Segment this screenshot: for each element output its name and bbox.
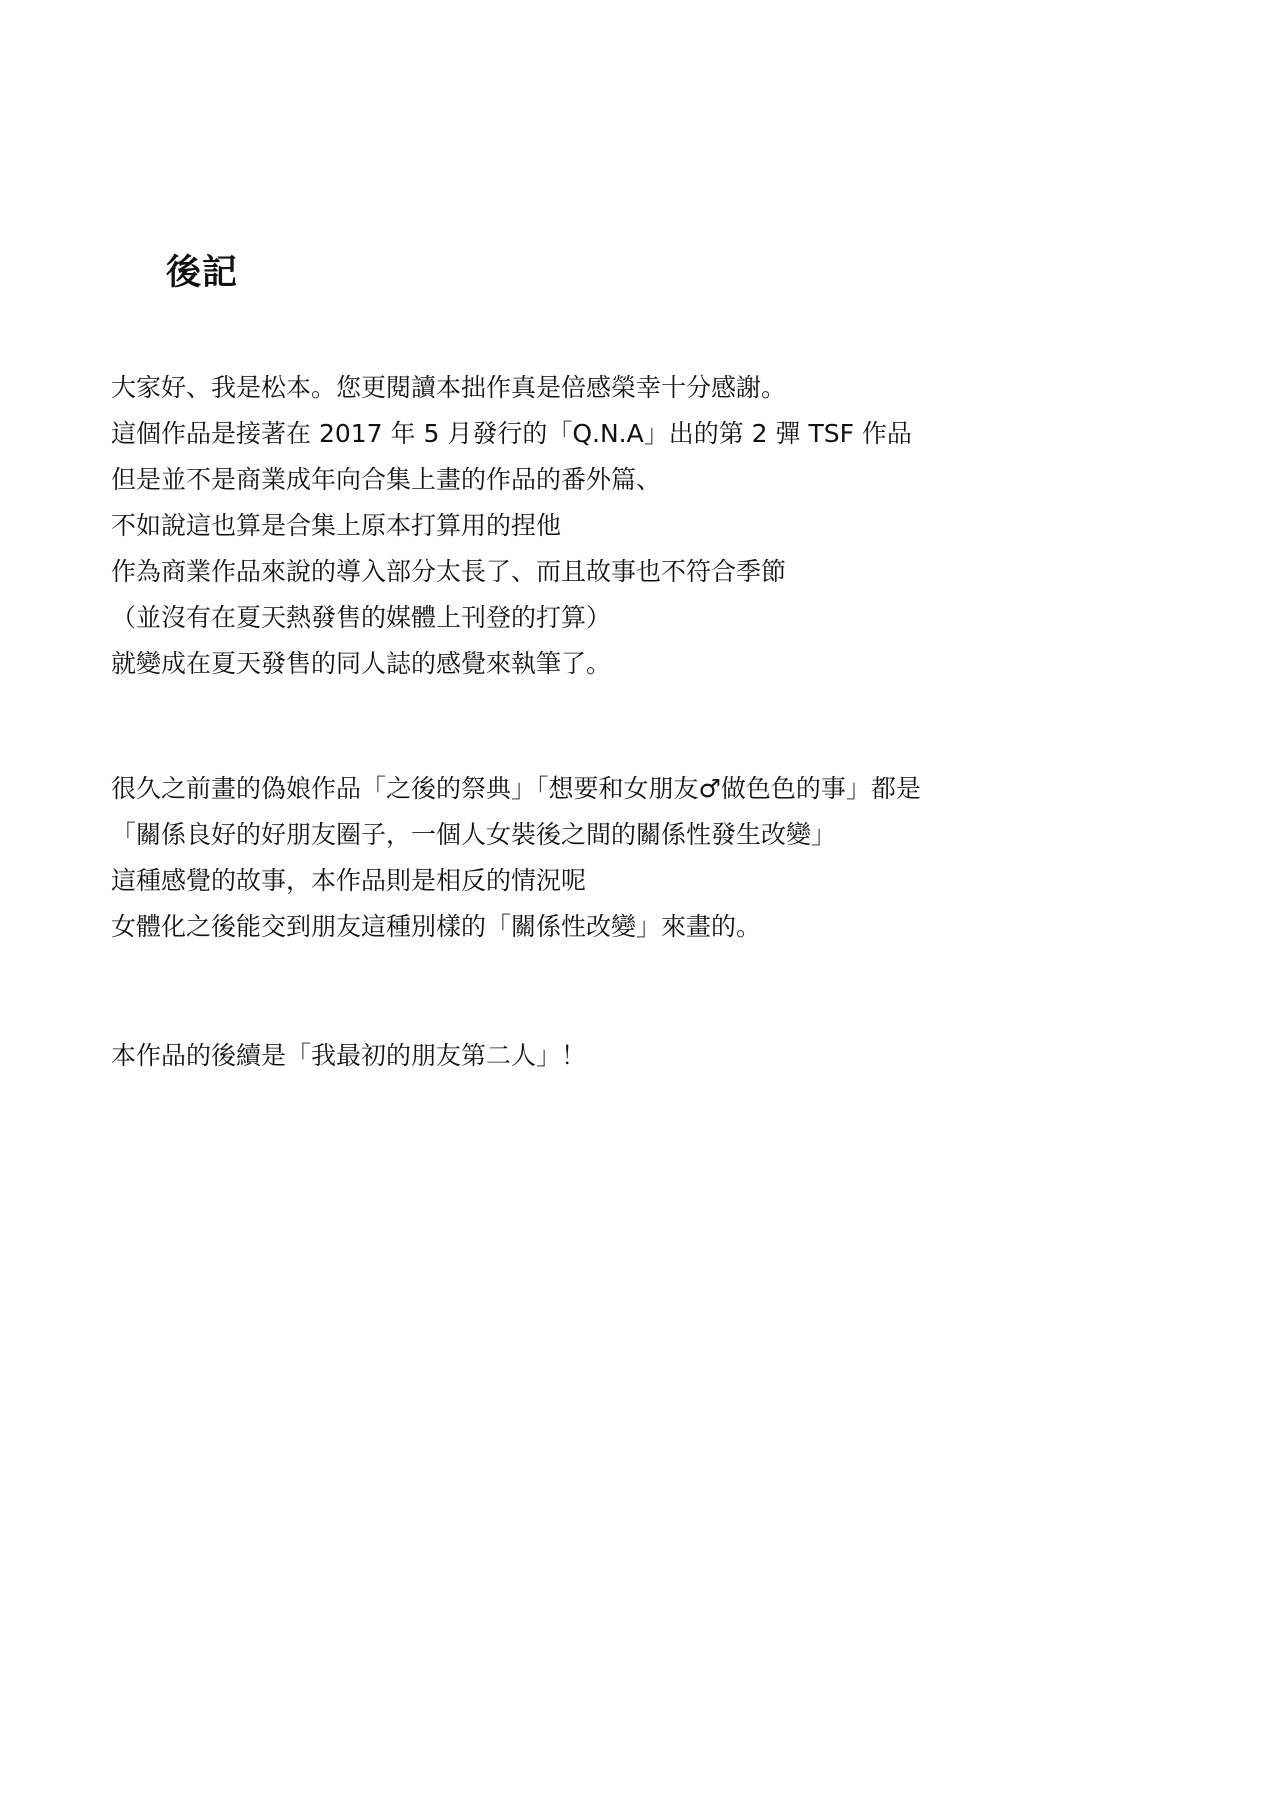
text-line: 但是並不是商業成年向合集上畫的作品的番外篇、 <box>111 465 662 494</box>
text-line: 大家好、我是松本。您更閱讀本拙作真是倍感榮幸十分感謝。 <box>111 373 787 402</box>
paragraph-intro <box>111 365 912 687</box>
page-title: 後記 <box>166 253 239 293</box>
paragraph-sequel <box>111 1033 586 1079</box>
text-line: 就變成在夏天發售的同人誌的感覺來執筆了。 <box>111 649 612 678</box>
text-line: 很久之前畫的偽娘作品「之後的祭典」「想要和女朋友♂做色色的事」都是 <box>111 774 921 803</box>
text-line: 這種感覺的故事，本作品則是相反的情況呢 <box>111 866 587 895</box>
text-line: 本作品的後續是「我最初的朋友第二人」！ <box>111 1041 587 1070</box>
text-line: 作為商業作品來說的導入部分太長了、而且故事也不符合季節 <box>111 557 787 586</box>
text-line: 女體化之後能交到朋友這種別樣的「關係性改變」來畫的。 <box>111 912 762 941</box>
text-line: 這個作品是接著在 2017 年 5 月發行的「Q.N.A」出的第 2 彈 TSF 作品 <box>111 419 912 448</box>
paragraph-story <box>111 766 921 950</box>
text-line: 「關係良好的好朋友圈子，一個人女裝後之間的關係性發生改變」 <box>111 820 837 849</box>
text-line: 不如說這也算是合集上原本打算用的捏他 <box>111 511 562 540</box>
text-line: （並沒有在夏天熱發售的媒體上刊登的打算） <box>111 603 612 632</box>
